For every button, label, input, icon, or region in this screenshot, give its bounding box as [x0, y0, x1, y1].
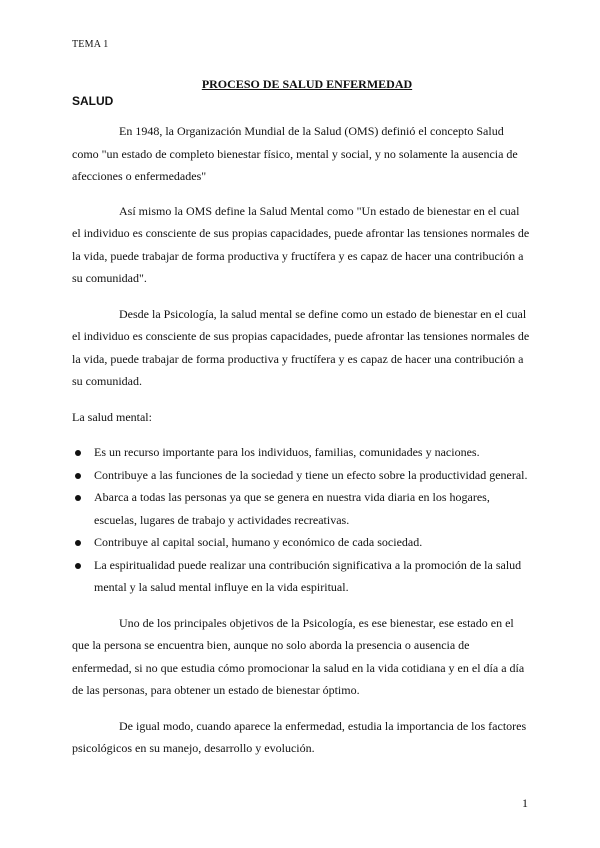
list-item: [72, 441, 530, 464]
bullet-icon: [75, 450, 81, 456]
list-item: [72, 554, 530, 599]
list-item-text: Es un recurso importante para los individuos, familias, comunidades y naciones.: [94, 445, 480, 459]
list-item-text: La espiritualidad puede realizar una contribución significativa a la promoción de la salud mental y la salud mental influye en la vida espiritual.: [94, 557, 522, 594]
list-intro: La salud mental:: [72, 409, 152, 424]
document-body: [72, 120, 530, 773]
bullet-icon: [75, 563, 81, 569]
bullet-icon: [75, 495, 81, 501]
document-title: PROCESO DE SALUD ENFERMEDAD: [201, 77, 413, 91]
section-heading: SALUD: [72, 94, 114, 108]
bullet-list: [72, 441, 530, 599]
paragraph-mental-health-definition: Así mismo la OMS define la Salud Mental como "Un estado de bienestar en el cual el individuo es consciente de sus propias capacidades, puede afrontar las tensiones normales de la vida, puede trabajar de forma productiva y fructífera y es capaz de hacer una contribución a su comunidad".: [72, 203, 530, 285]
list-item: [72, 531, 530, 554]
page-header-label: TEMA 1: [72, 39, 109, 50]
list-item-text: Contribuye a las funciones de la sociedad y tiene un efecto sobre la productividad general.: [94, 467, 528, 482]
list-item-text: Abarca a todas las personas ya que se genera en nuestra vida diaria en los hogares, escuelas, lugares de trabajo y actividades recreativas.: [94, 490, 490, 527]
paragraph-oms-definition: En 1948, la Organización Mundial de la Salud (OMS) definió el concepto Salud como "un estado de completo bienestar físico, mental y social, y no solamente la ausencia de afecciones o enfermedades": [72, 124, 518, 183]
paragraph-illness-factors: De igual modo, cuando aparece la enfermedad, estudia la importancia de los factores psicológicos en su manejo, desarrollo y evolución.: [72, 718, 527, 755]
paragraph-psychology-objectives: Uno de los principales objetivos de la Psicología, es ese bienestar, ese estado en el que la persona se encuentra bien, aunque no solo aborda la presencia o ausencia de enfermedad, si no que estudia cómo promocionar la salud en la vida cotidiana y en el día a día de las personas, para obtener un estado de bienestar óptimo.: [72, 615, 525, 697]
bullet-icon: [75, 473, 81, 479]
bullet-icon: [75, 540, 81, 546]
list-item: [72, 464, 530, 487]
paragraph-psychology-definition: Desde la Psicología, la salud mental se define como un estado de bienestar en el cual el individuo es consciente de sus propias capacidades, puede afrontar las tensiones normales de la vida, puede trabajar de forma productiva y fructífera y es capaz de hacer una contribución a su comunidad.: [72, 306, 530, 388]
page-number: 1: [522, 796, 528, 810]
list-item-text: Contribuye al capital social, humano y económico de cada sociedad.: [94, 535, 423, 549]
list-item: [72, 486, 530, 531]
